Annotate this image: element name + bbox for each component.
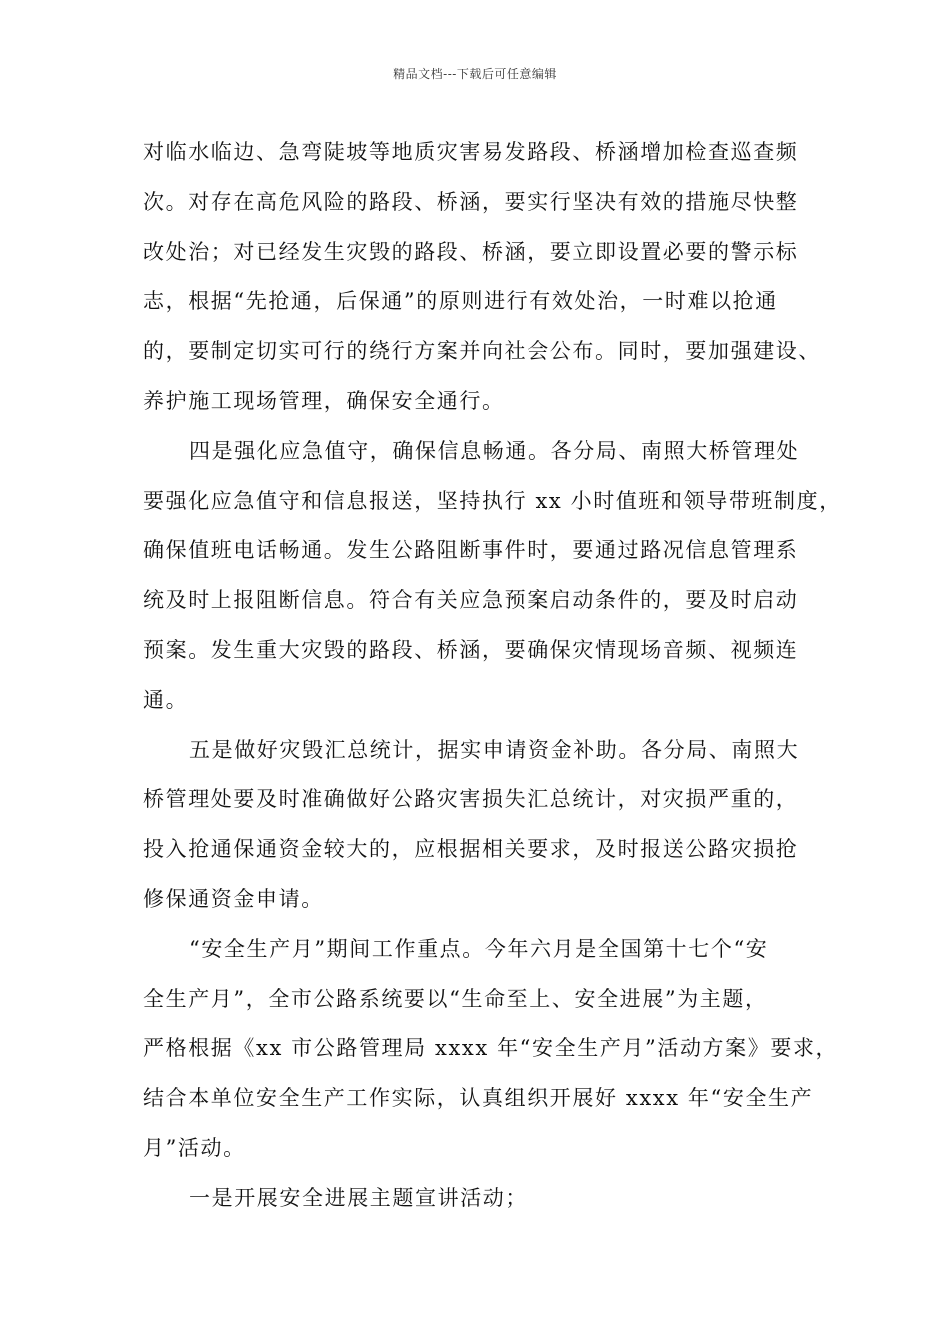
paragraph-damage-statistics	[143, 726, 828, 925]
text-line: 次。对存在高危风险的路段、桥涵，要实行坚决有效的措施尽快整	[143, 189, 799, 214]
paragraph-theme-lecture	[143, 1174, 828, 1224]
text-line: 全生产月”，全市公路系统要以“生命至上、安全进展”为主题，	[143, 986, 768, 1011]
text-line: 修保通资金申请。	[143, 886, 324, 911]
text-line: 投入抢通保通资金较大的，应根据相关要求，及时报送公路灾损抢	[143, 837, 799, 862]
page-header: 精品文档---下载后可任意编辑	[393, 67, 557, 81]
paragraph-emergency-duty	[143, 427, 842, 726]
text-line: 结合本单位安全生产工作实际，认真组织开展好 xxxx 年“安全生产	[143, 1086, 814, 1111]
document-body	[143, 128, 842, 1224]
text-line: 的，要制定切实可行的绕行方案并向社会公布。同时，要加强建设、	[143, 339, 821, 364]
text-line: 改处治；对已经发生灾毁的路段、桥涵，要立即设置必要的警示标	[143, 239, 799, 264]
paragraph-safety-month	[143, 925, 839, 1174]
text-line: “安全生产月”期间工作重点。今年六月是全国第十七个“安	[189, 936, 769, 961]
text-line: 桥管理处要及时准确做好公路灾害损失汇总统计，对灾损严重的，	[143, 787, 799, 812]
text-line: 严格根据《xx 市公路管理局 xxxx 年“安全生产月”活动方案》要求，	[143, 1036, 839, 1061]
text-line: 对临水临边、急弯陡坡等地质灾害易发路段、桥涵增加检查巡查频	[143, 140, 799, 164]
text-line: 统及时上报阻断信息。符合有关应急预案启动条件的，要及时启动	[143, 588, 799, 613]
text-line: 要强化应急值守和信息报送，坚持执行 xx 小时值班和领导带班制度，	[143, 488, 842, 513]
text-line: 志，根据“先抢通，后保通”的原则进行有效处治，一时难以抢通	[143, 289, 778, 314]
text-line: 五是做好灾毁汇总统计，据实申请资金补助。各分局、南照大	[189, 737, 800, 762]
text-line: 月”活动。	[143, 1135, 246, 1160]
text-line: 确保值班电话畅通。发生公路阻断事件时，要通过路况信息管理系	[143, 538, 799, 563]
text-line: 通。	[143, 687, 189, 712]
text-line: 四是强化应急值守，确保信息畅通。各分局、南照大桥管理处	[189, 438, 800, 463]
text-line: 养护施工现场管理，确保安全通行。	[143, 388, 505, 413]
text-line: 一是开展安全进展主题宣讲活动；	[189, 1185, 528, 1210]
paragraph-road-inspection	[143, 128, 828, 427]
text-line: 预案。发生重大灾毁的路段、桥涵，要确保灾情现场音频、视频连	[143, 637, 799, 662]
